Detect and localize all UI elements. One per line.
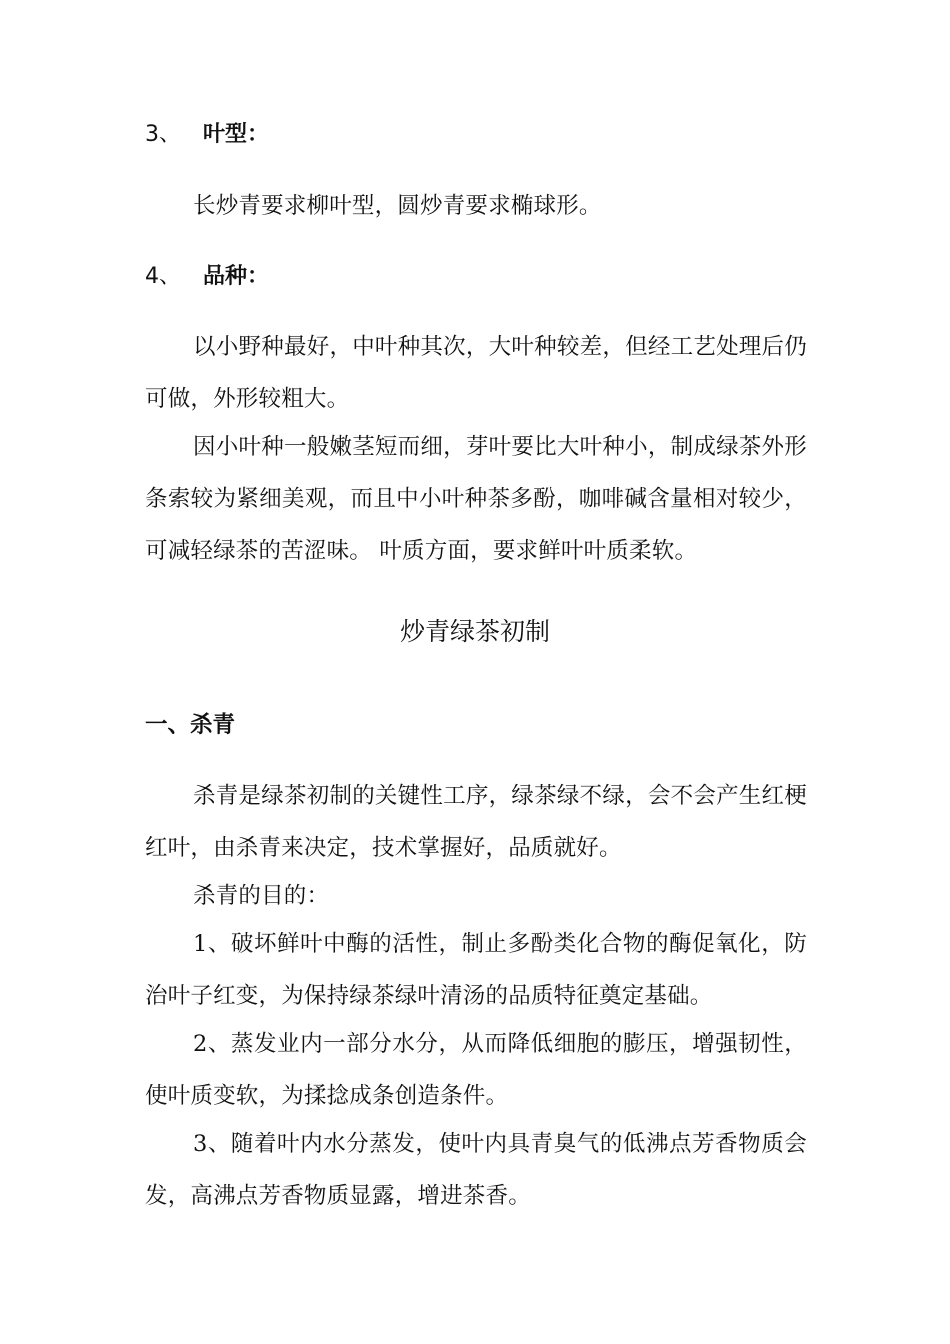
section-one-paragraph-1: 杀青是绿茶初制的关键性工序，绿茶绿不绿，会不会产生红梗红叶，由杀青来决定，技术掌握好，品质就好。 [145,783,807,861]
section-4-title: 品种： [203,264,270,289]
section-4-number: 4、 [145,264,181,289]
section-one-heading: 一、杀青 [145,712,236,738]
section-one-paragraph-2: 杀青的目的： [193,883,330,909]
section-3-paragraph: 长炒青要求柳叶型，圆炒青要求椭球形。 [193,193,602,219]
chapter-title: 炒青绿茶初制 [399,617,550,646]
section-4-paragraph-2: 因小叶种一般嫩茎短而细，芽叶要比大叶种小，制成绿茶外形条索较为紧细美观，而且中小叶种茶多酚，咖啡碱含量相对较少，可减轻绿茶的苦涩味。 叶质方面，要求鲜叶叶质柔软。 [145,434,807,564]
section-3-title: 叶型： [203,122,270,147]
section-one-paragraph-5: 3、随着叶内水分蒸发，使叶内具青臭气的低沸点芳香物质会发，高沸点芳香物质显露，增进茶香。 [145,1131,807,1209]
section-one-paragraph-3: 1、破坏鲜叶中酶的活性，制止多酚类化合物的酶促氧化，防治叶子红变，为保持绿茶绿叶清汤的品质特征奠定基础。 [145,931,807,1009]
section-3-heading [145,120,269,150]
section-4-paragraph-1: 以小野种最好，中叶种其次，大叶种较差，但经工艺处理后仍可做，外形较粗大。 [145,334,807,412]
section-3-number: 3、 [145,122,181,147]
section-one-paragraph-4: 2、蒸发业内一部分水分，从而降低细胞的膨压，增强韧性，使叶质变软，为揉捻成条创造条件。 [145,1031,807,1109]
section-4-heading [145,262,269,292]
